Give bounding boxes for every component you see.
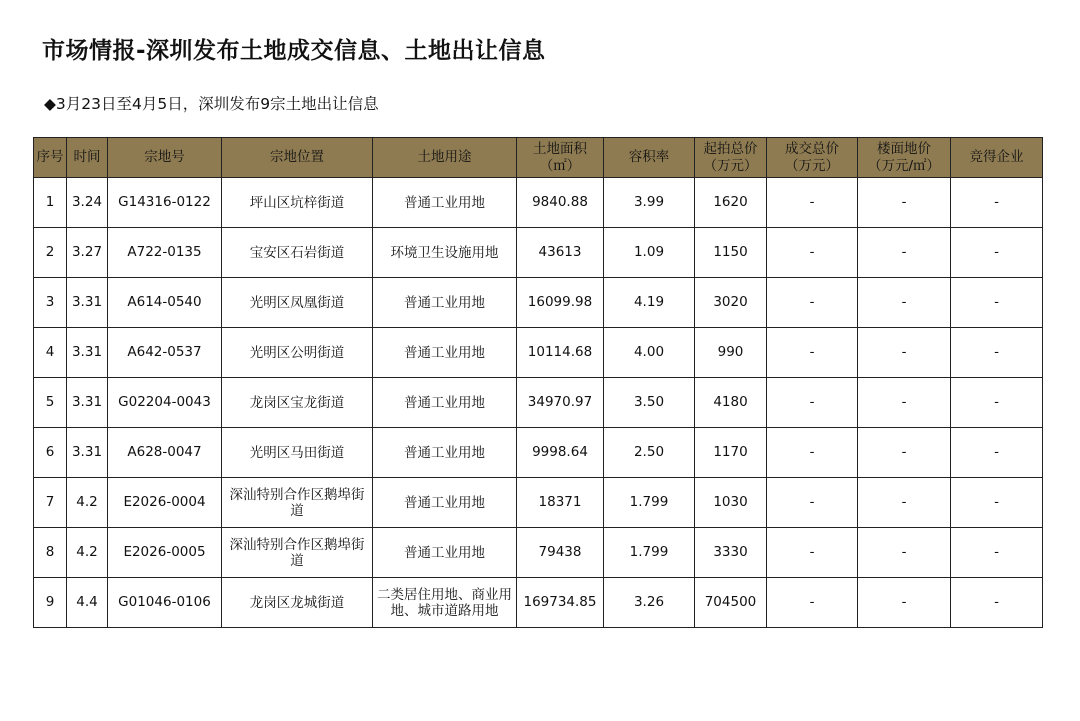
cell-far: 3.50 xyxy=(604,378,695,428)
table-row xyxy=(34,178,1043,228)
table-row xyxy=(34,428,1043,478)
cell-parcel-no: A628-0047 xyxy=(108,428,222,478)
column-header-floor-price xyxy=(858,138,951,178)
cell-start-price: 1170 xyxy=(695,428,767,478)
cell-date: 3.31 xyxy=(67,428,108,478)
cell-no: 2 xyxy=(34,228,67,278)
cell-no: 9 xyxy=(34,578,67,628)
column-header-label: （万元） xyxy=(785,157,839,174)
cell-date: 3.31 xyxy=(67,278,108,328)
cell-deal-price: - xyxy=(767,428,858,478)
column-header-label: 起拍总价 xyxy=(703,140,758,157)
column-header-label: 土地用途 xyxy=(417,149,472,165)
cell-floor-price: - xyxy=(858,228,951,278)
cell-deal-price: - xyxy=(767,278,858,328)
cell-parcel-no: G01046-0106 xyxy=(108,578,222,628)
cell-location: 龙岗区宝龙街道 xyxy=(222,378,373,428)
cell-no: 3 xyxy=(34,278,67,328)
cell-start-price: 1030 xyxy=(695,478,767,528)
table-row xyxy=(34,528,1043,578)
cell-start-price: 990 xyxy=(695,328,767,378)
cell-far: 1.799 xyxy=(604,528,695,578)
column-header-label: 土地面积 xyxy=(533,140,587,157)
cell-use: 普通工业用地 xyxy=(373,328,517,378)
cell-use: 普通工业用地 xyxy=(373,278,517,328)
column-header-label: 时间 xyxy=(73,149,101,165)
cell-no: 1 xyxy=(34,178,67,228)
cell-location: 深汕特别合作区鹅埠街道 xyxy=(222,528,373,578)
cell-area: 79438 xyxy=(517,528,604,578)
cell-deal-price: - xyxy=(767,528,858,578)
cell-no: 4 xyxy=(34,328,67,378)
cell-deal-price: - xyxy=(767,178,858,228)
table-header-row xyxy=(34,138,1043,178)
table-row xyxy=(34,378,1043,428)
cell-use: 普通工业用地 xyxy=(373,478,517,528)
column-header-label: 竞得企业 xyxy=(969,149,1024,165)
cell-date: 3.24 xyxy=(67,178,108,228)
cell-area: 18371 xyxy=(517,478,604,528)
cell-deal-price: - xyxy=(767,478,858,528)
cell-winner: - xyxy=(951,328,1043,378)
cell-area: 34970.97 xyxy=(517,378,604,428)
page-subtitle: ◆3月23日至4月5日，深圳发布9宗土地出让信息 xyxy=(44,95,379,113)
cell-far: 2.50 xyxy=(604,428,695,478)
table-row xyxy=(34,478,1043,528)
cell-winner: - xyxy=(951,528,1043,578)
cell-floor-price: - xyxy=(858,478,951,528)
cell-no: 8 xyxy=(34,528,67,578)
column-header-label: 序号 xyxy=(36,149,64,165)
cell-location: 坪山区坑梓街道 xyxy=(222,178,373,228)
cell-parcel-no: A614-0540 xyxy=(108,278,222,328)
table-body xyxy=(34,178,1043,628)
cell-location: 光明区马田街道 xyxy=(222,428,373,478)
cell-far: 4.19 xyxy=(604,278,695,328)
cell-date: 4.2 xyxy=(67,478,108,528)
cell-deal-price: - xyxy=(767,328,858,378)
page-title: 市场情报-深圳发布土地成交信息、土地出让信息 xyxy=(42,38,546,64)
cell-far: 1.799 xyxy=(604,478,695,528)
cell-area: 10114.68 xyxy=(517,328,604,378)
column-header-label: 宗地位置 xyxy=(270,149,324,165)
cell-floor-price: - xyxy=(858,578,951,628)
cell-parcel-no: G14316-0122 xyxy=(108,178,222,228)
cell-far: 3.26 xyxy=(604,578,695,628)
column-header-no xyxy=(34,138,67,178)
column-header-date xyxy=(67,138,108,178)
cell-no: 7 xyxy=(34,478,67,528)
cell-use: 普通工业用地 xyxy=(373,528,517,578)
cell-floor-price: - xyxy=(858,178,951,228)
cell-no: 6 xyxy=(34,428,67,478)
column-header-start-price xyxy=(695,138,767,178)
cell-winner: - xyxy=(951,378,1043,428)
column-header-label: 楼面地价 xyxy=(877,140,931,157)
cell-date: 4.4 xyxy=(67,578,108,628)
cell-use: 二类居住用地、商业用地、城市道路用地 xyxy=(373,578,517,628)
cell-winner: - xyxy=(951,578,1043,628)
cell-far: 1.09 xyxy=(604,228,695,278)
cell-no: 5 xyxy=(34,378,67,428)
cell-use: 普通工业用地 xyxy=(373,178,517,228)
cell-start-price: 3020 xyxy=(695,278,767,328)
cell-deal-price: - xyxy=(767,578,858,628)
cell-area: 169734.85 xyxy=(517,578,604,628)
cell-start-price: 1150 xyxy=(695,228,767,278)
column-header-location xyxy=(222,138,373,178)
cell-start-price: 704500 xyxy=(695,578,767,628)
cell-location: 深汕特别合作区鹅埠街道 xyxy=(222,478,373,528)
cell-winner: - xyxy=(951,178,1043,228)
cell-use: 普通工业用地 xyxy=(373,378,517,428)
cell-use: 环境卫生设施用地 xyxy=(373,228,517,278)
cell-winner: - xyxy=(951,428,1043,478)
cell-floor-price: - xyxy=(858,528,951,578)
cell-start-price: 3330 xyxy=(695,528,767,578)
column-header-winner xyxy=(951,138,1043,178)
cell-location: 光明区凤凰街道 xyxy=(222,278,373,328)
cell-area: 9998.64 xyxy=(517,428,604,478)
cell-deal-price: - xyxy=(767,228,858,278)
cell-floor-price: - xyxy=(858,278,951,328)
column-header-label: （㎡） xyxy=(539,157,581,174)
table-row xyxy=(34,228,1043,278)
cell-date: 3.27 xyxy=(67,228,108,278)
table-row xyxy=(34,328,1043,378)
cell-start-price: 4180 xyxy=(695,378,767,428)
cell-area: 9840.88 xyxy=(517,178,604,228)
cell-floor-price: - xyxy=(858,328,951,378)
table-row xyxy=(34,578,1043,628)
cell-parcel-no: A642-0537 xyxy=(108,328,222,378)
cell-use: 普通工业用地 xyxy=(373,428,517,478)
column-header-label: （万元） xyxy=(703,157,758,174)
cell-winner: - xyxy=(951,278,1043,328)
cell-parcel-no: A722-0135 xyxy=(108,228,222,278)
column-header-label: 宗地号 xyxy=(144,149,185,165)
cell-date: 3.31 xyxy=(67,378,108,428)
cell-floor-price: - xyxy=(858,378,951,428)
cell-start-price: 1620 xyxy=(695,178,767,228)
cell-winner: - xyxy=(951,228,1043,278)
column-header-label: 成交总价 xyxy=(785,140,839,157)
cell-parcel-no: E2026-0005 xyxy=(108,528,222,578)
cell-floor-price: - xyxy=(858,428,951,478)
cell-area: 16099.98 xyxy=(517,278,604,328)
column-header-use xyxy=(373,138,517,178)
column-header-far xyxy=(604,138,695,178)
cell-parcel-no: E2026-0004 xyxy=(108,478,222,528)
column-header-deal-price xyxy=(767,138,858,178)
column-header-label: （万元/㎡） xyxy=(867,157,941,174)
table-row xyxy=(34,278,1043,328)
land-transfer-table xyxy=(33,137,1043,628)
cell-parcel-no: G02204-0043 xyxy=(108,378,222,428)
cell-location: 宝安区石岩街道 xyxy=(222,228,373,278)
cell-far: 3.99 xyxy=(604,178,695,228)
column-header-area xyxy=(517,138,604,178)
column-header-label: 容积率 xyxy=(628,149,670,165)
cell-deal-price: - xyxy=(767,378,858,428)
cell-location: 光明区公明街道 xyxy=(222,328,373,378)
cell-area: 43613 xyxy=(517,228,604,278)
column-header-parcel-no xyxy=(108,138,222,178)
cell-date: 4.2 xyxy=(67,528,108,578)
cell-location: 龙岗区龙城街道 xyxy=(222,578,373,628)
cell-winner: - xyxy=(951,478,1043,528)
cell-far: 4.00 xyxy=(604,328,695,378)
cell-date: 3.31 xyxy=(67,328,108,378)
